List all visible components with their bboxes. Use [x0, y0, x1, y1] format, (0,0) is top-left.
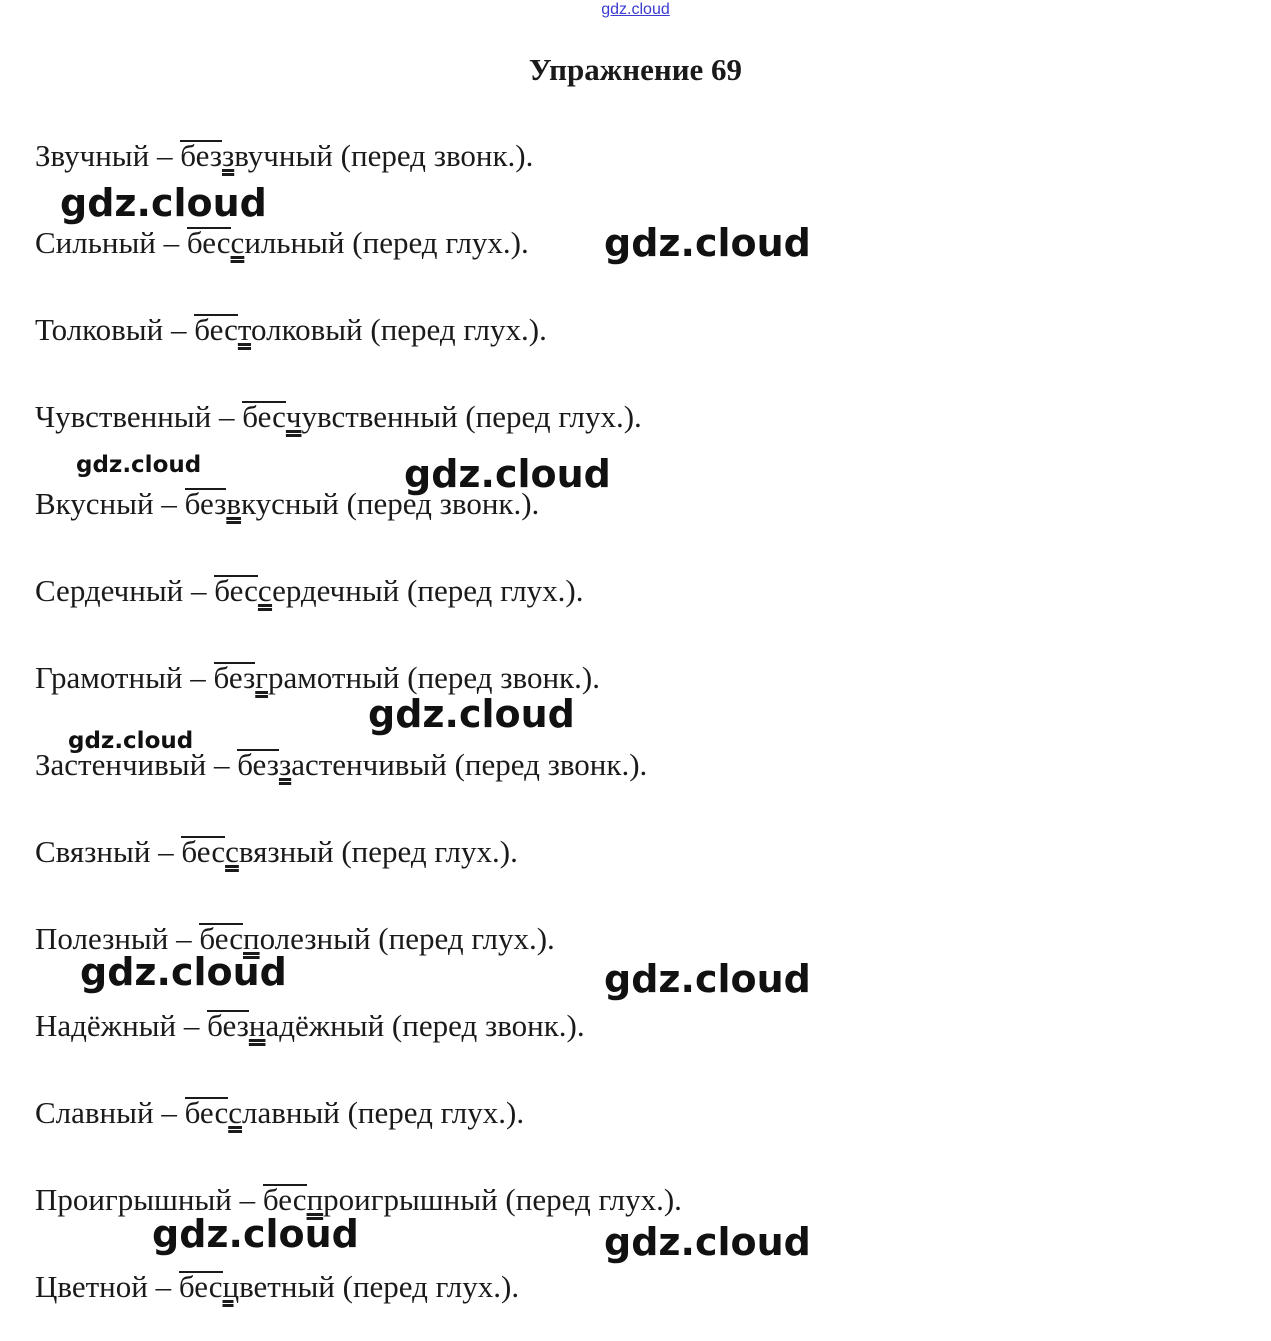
base-word: Надёжный: [35, 1008, 177, 1043]
base-word: Цветной: [35, 1269, 148, 1304]
prefix: бес: [242, 399, 286, 434]
list-item: [35, 1008, 585, 1044]
prefix: без: [184, 486, 227, 521]
dash: –: [183, 573, 215, 608]
dash: –: [149, 138, 181, 173]
word-rest: ильный: [244, 225, 345, 260]
watermark: gdz.cloud: [368, 692, 575, 736]
word-rest: олезный: [259, 921, 371, 956]
dash: –: [153, 1095, 185, 1130]
watermark: gdz.cloud: [80, 950, 287, 994]
prefix: бес: [262, 1182, 307, 1217]
base-word: Славный: [35, 1095, 154, 1130]
header-watermark: gdz.cloud: [601, 1, 670, 18]
prefix: бес: [194, 312, 238, 347]
root-consonant: с: [225, 834, 239, 869]
prefix: бес: [178, 1269, 223, 1304]
word-rest: роигрышный: [323, 1182, 498, 1217]
root-consonant: з: [278, 747, 292, 782]
page-title: Упражнение 69: [528, 52, 743, 87]
rule-note: (перед глух.).: [344, 225, 529, 260]
rule-note: (перед глух.).: [457, 399, 642, 434]
root-consonant: т: [237, 312, 252, 347]
dash: –: [168, 921, 200, 956]
rule-note: (перед глух.).: [362, 312, 547, 347]
watermark: gdz.cloud: [68, 728, 194, 754]
dash: –: [231, 1182, 263, 1217]
base-word: Связный: [35, 834, 151, 869]
base-word: Звучный: [35, 138, 150, 173]
prefix: бес: [181, 834, 226, 869]
dash: –: [182, 660, 214, 695]
prefix: бес: [199, 921, 243, 956]
word-rest: рамотный: [267, 660, 400, 695]
root-consonant: п: [243, 921, 260, 956]
root-consonant: ц: [222, 1269, 240, 1304]
list-item: [35, 225, 529, 261]
prefix: бес: [186, 225, 231, 260]
base-word: Вкусный: [35, 486, 154, 521]
rule-note: (перед звонк.).: [332, 138, 534, 173]
dash: –: [153, 486, 185, 521]
root-consonant: с: [257, 573, 273, 608]
root-consonant: п: [306, 1182, 324, 1217]
root-consonant: ч: [285, 399, 302, 434]
word-rest: адёжный: [265, 1008, 385, 1043]
prefix: без: [207, 1008, 249, 1043]
rule-note: (перед звонк.).: [446, 747, 648, 782]
base-word: Толковый: [35, 312, 164, 347]
word-rest: увственный: [301, 399, 458, 434]
prefix: без: [213, 660, 256, 695]
list-item: [35, 1269, 519, 1305]
dash: –: [150, 834, 182, 869]
word-rest: ветный: [239, 1269, 335, 1304]
watermark: gdz.cloud: [604, 1220, 811, 1264]
rule-note: (перед звонк.).: [384, 1008, 585, 1043]
word-rest: ердечный: [272, 573, 400, 608]
watermark: gdz.cloud: [604, 221, 811, 265]
word-rest: олковый: [251, 312, 363, 347]
dash: –: [206, 747, 238, 782]
root-consonant: с: [230, 225, 245, 260]
watermark: gdz.cloud: [60, 181, 267, 225]
rule-note: (перед глух.).: [334, 1269, 520, 1304]
word-rest: вучный: [234, 138, 333, 173]
root-consonant: з: [221, 138, 235, 173]
word-rest: вязный: [238, 834, 334, 869]
rule-note: (перед глух.).: [333, 834, 518, 869]
root-consonant: в: [226, 486, 241, 521]
rule-note: (перед глух.).: [370, 921, 555, 956]
root-consonant: н: [248, 1008, 266, 1043]
base-word: Застенчивый: [35, 747, 207, 782]
prefix: без: [180, 138, 222, 173]
list-item: [35, 834, 518, 870]
dash: –: [163, 312, 195, 347]
dash: –: [211, 399, 243, 434]
watermark: gdz.cloud: [404, 452, 611, 496]
base-word: Чувственный: [35, 399, 212, 434]
word-rest: астенчивый: [291, 747, 447, 782]
dash: –: [147, 1269, 179, 1304]
word-rest: лавный: [241, 1095, 340, 1130]
word-rest: кусный: [240, 486, 339, 521]
base-word: Сильный: [35, 225, 156, 260]
list-item: [35, 312, 547, 348]
watermark: gdz.cloud: [604, 957, 811, 1001]
base-word: Сердечный: [35, 573, 184, 608]
base-word: Проигрышный: [35, 1182, 232, 1217]
list-item: [35, 660, 600, 696]
prefix: бес: [214, 573, 258, 608]
rule-note: (перед звонк.).: [338, 486, 540, 521]
dash: –: [155, 225, 187, 260]
dash: –: [176, 1008, 208, 1043]
rule-note: (перед глух.).: [339, 1095, 525, 1130]
list-item: [35, 399, 642, 435]
root-consonant: г: [255, 660, 268, 695]
root-consonant: с: [228, 1095, 242, 1130]
watermark: gdz.cloud: [152, 1212, 359, 1256]
list-item: [35, 1095, 524, 1131]
rule-note: (перед глух.).: [399, 573, 584, 608]
rule-note: (перед глух.).: [497, 1182, 682, 1217]
watermark: gdz.cloud: [76, 452, 202, 478]
base-word: Полезный: [35, 921, 169, 956]
list-item: [35, 573, 584, 609]
list-item: [35, 138, 533, 174]
prefix: без: [237, 747, 279, 782]
prefix: бес: [184, 1095, 229, 1130]
rule-note: (перед звонк.).: [399, 660, 600, 695]
base-word: Грамотный: [35, 660, 183, 695]
